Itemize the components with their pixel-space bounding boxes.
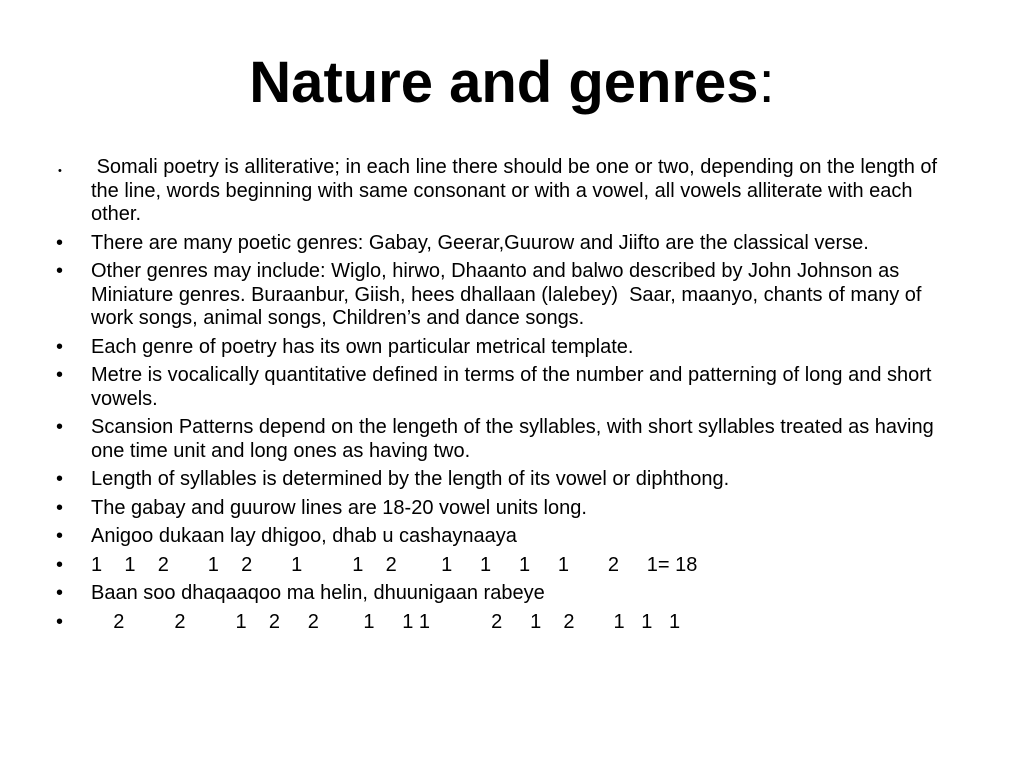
- bullet-item: [0, 260, 1024, 331]
- bullet-mark: •: [56, 416, 64, 438]
- bullet-text: Baan soo dhaqaaqoo ma helin, dhuunigaan rabeye: [91, 582, 545, 604]
- bullet-text: There are many poetic genres: Gabay, Geerar,Guurow and Jiifto are the classical verse.: [91, 231, 869, 254]
- bullet-mark: •: [56, 364, 64, 386]
- bullet-mark: •: [56, 496, 64, 519]
- bullet-mark: •: [56, 525, 64, 547]
- bullet-item: [0, 554, 1024, 578]
- bullet-text: Scansion Patterns depend on the lengeth of the syllables, with short syllables treated as having one time unit and long ones as having two.: [91, 416, 940, 462]
- bullet-item: [0, 416, 1024, 463]
- bullet-item: [0, 364, 1024, 411]
- bullet-list: [0, 156, 1024, 639]
- bullet-text: Each genre of poetry has its own particular metrical template.: [91, 335, 634, 358]
- bullet-mark: •: [56, 468, 64, 490]
- bullet-text: Other genres may include: Wiglo, hirwo, Dhaanto and balwo described by John Johnson as Miniature genres. Buraanbur, Giish, hees dhallaan (lalebey) Saar, maanyo, chants of many of work songs, animal songs, Children’s and dance songs.: [91, 260, 928, 329]
- slide-title-text: Nature and genres: [249, 50, 759, 115]
- bullet-item: [0, 232, 1024, 256]
- bullet-mark: •: [56, 610, 64, 633]
- bullet-item: [0, 497, 1024, 521]
- bullet-mark: •: [58, 165, 62, 177]
- bullet-item: [0, 468, 1024, 492]
- bullet-mark: •: [56, 335, 64, 358]
- bullet-item: [0, 156, 1024, 227]
- bullet-text: Anigoo dukaan lay dhigoo, dhab u cashaynaaya: [91, 525, 517, 547]
- bullet-item: [0, 336, 1024, 360]
- bullet-text: 1 1 2 1 2 1 1 2 1 1 1 1 2 1= 18: [91, 553, 698, 576]
- bullet-mark: •: [56, 553, 64, 576]
- bullet-item: [0, 611, 1024, 635]
- bullet-mark: •: [56, 582, 64, 604]
- slide-title-colon: :: [758, 50, 775, 115]
- bullet-text: The gabay and guurow lines are 18-20 vowel units long.: [91, 496, 587, 519]
- bullet-item: [0, 525, 1024, 549]
- bullet-text: Somali poetry is alliterative; in each line there should be one or two, depending on the length of the line, words beginning with same consonant or with a vowel, all vowels alliterate with each other.: [91, 156, 943, 225]
- bullet-text: Metre is vocalically quantitative defined in terms of the number and patterning of long and short vowels.: [91, 364, 938, 410]
- bullet-mark: •: [56, 260, 64, 282]
- bullet-item: [0, 582, 1024, 606]
- slide-title: [0, 48, 1024, 118]
- bullet-text: 2 2 1 2 2 1 1 1 2 1 2 1 1 1: [91, 610, 681, 633]
- bullet-text: Length of syllables is determined by the length of its vowel or diphthong.: [91, 468, 730, 490]
- bullet-mark: •: [56, 231, 64, 254]
